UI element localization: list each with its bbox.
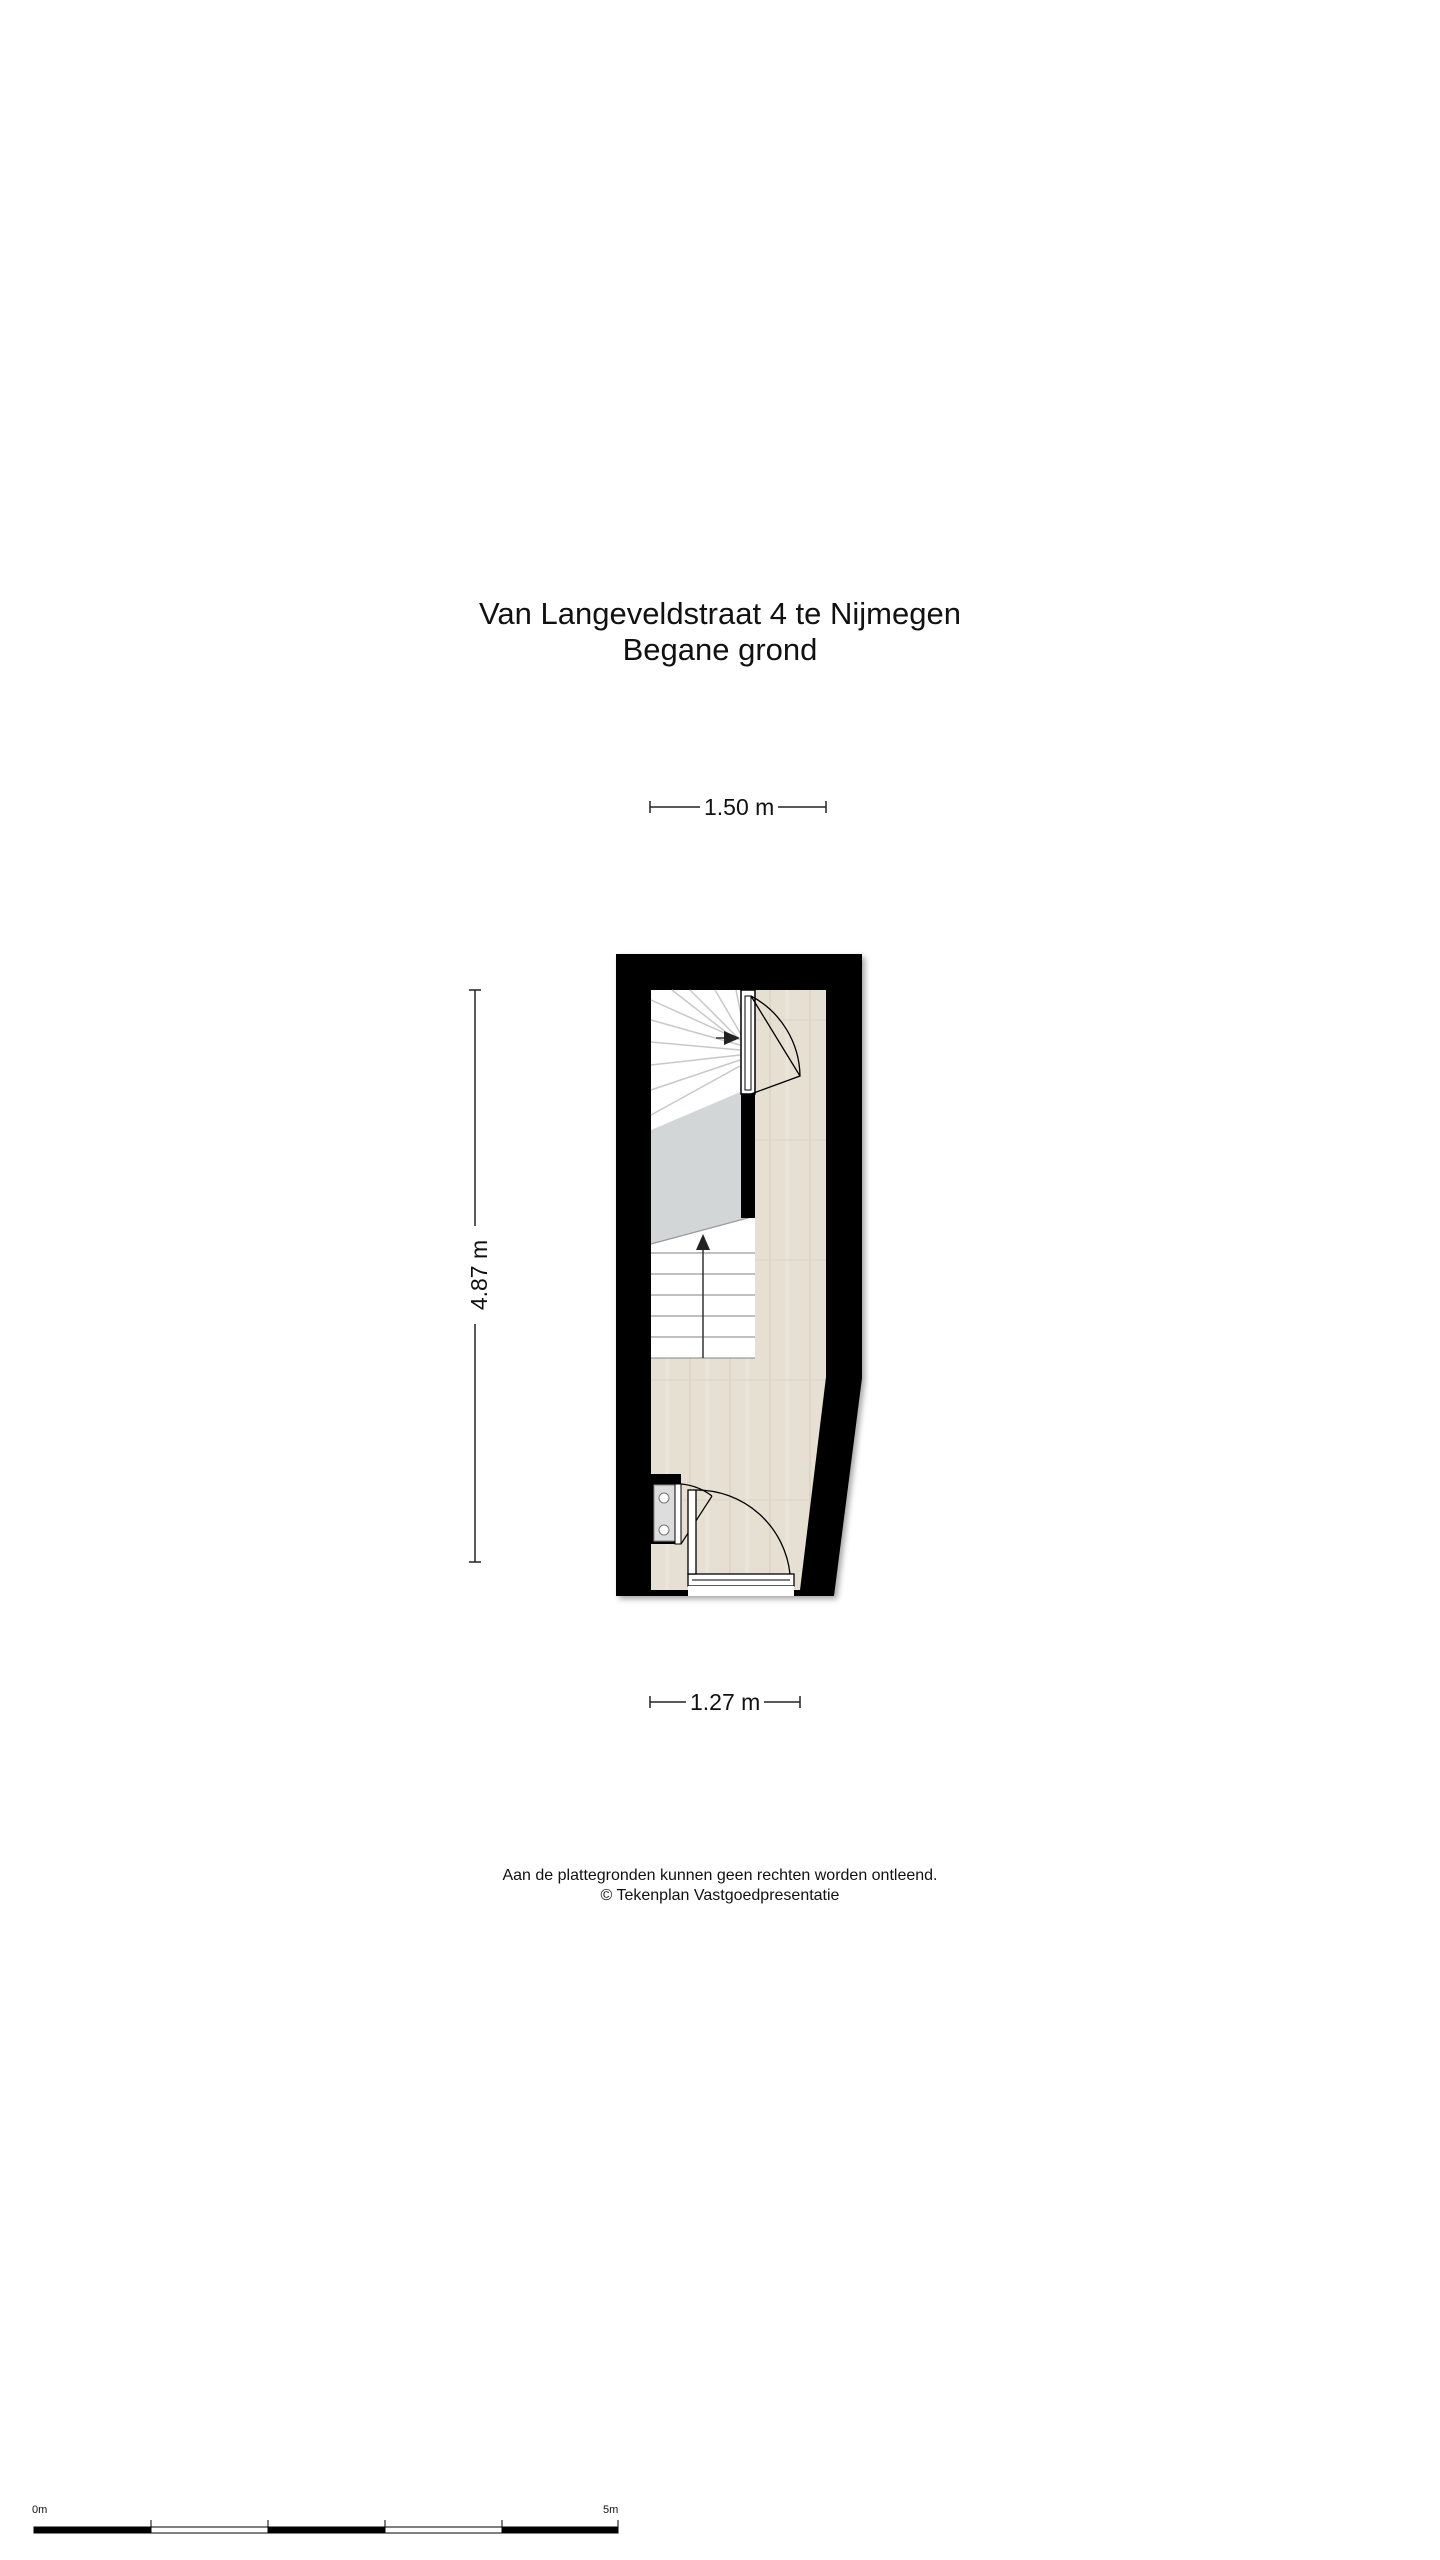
staircase bbox=[651, 990, 755, 1358]
scale-bar bbox=[34, 2520, 618, 2533]
top-width-label: 1.50 m bbox=[700, 794, 778, 820]
floor-name: Begane grond bbox=[622, 632, 818, 667]
entrance-threshold bbox=[688, 1586, 794, 1596]
copyright-text: © Tekenplan Vastgoedpresentatie bbox=[600, 1887, 840, 1904]
footer bbox=[0, 1866, 1440, 1906]
scale-start-label: 0m bbox=[32, 2504, 48, 2516]
interior-wall bbox=[741, 1094, 755, 1218]
bottom-width-label: 1.27 m bbox=[686, 1689, 764, 1715]
height-label: 4.87 m bbox=[466, 1226, 492, 1324]
scale-end-label: 5m bbox=[603, 2504, 619, 2516]
address-title: Van Langeveldstraat 4 te Nijmegen bbox=[479, 596, 961, 631]
disclaimer-text: Aan de plattegronden kunnen geen rechten worden ontleend. bbox=[502, 1867, 938, 1884]
